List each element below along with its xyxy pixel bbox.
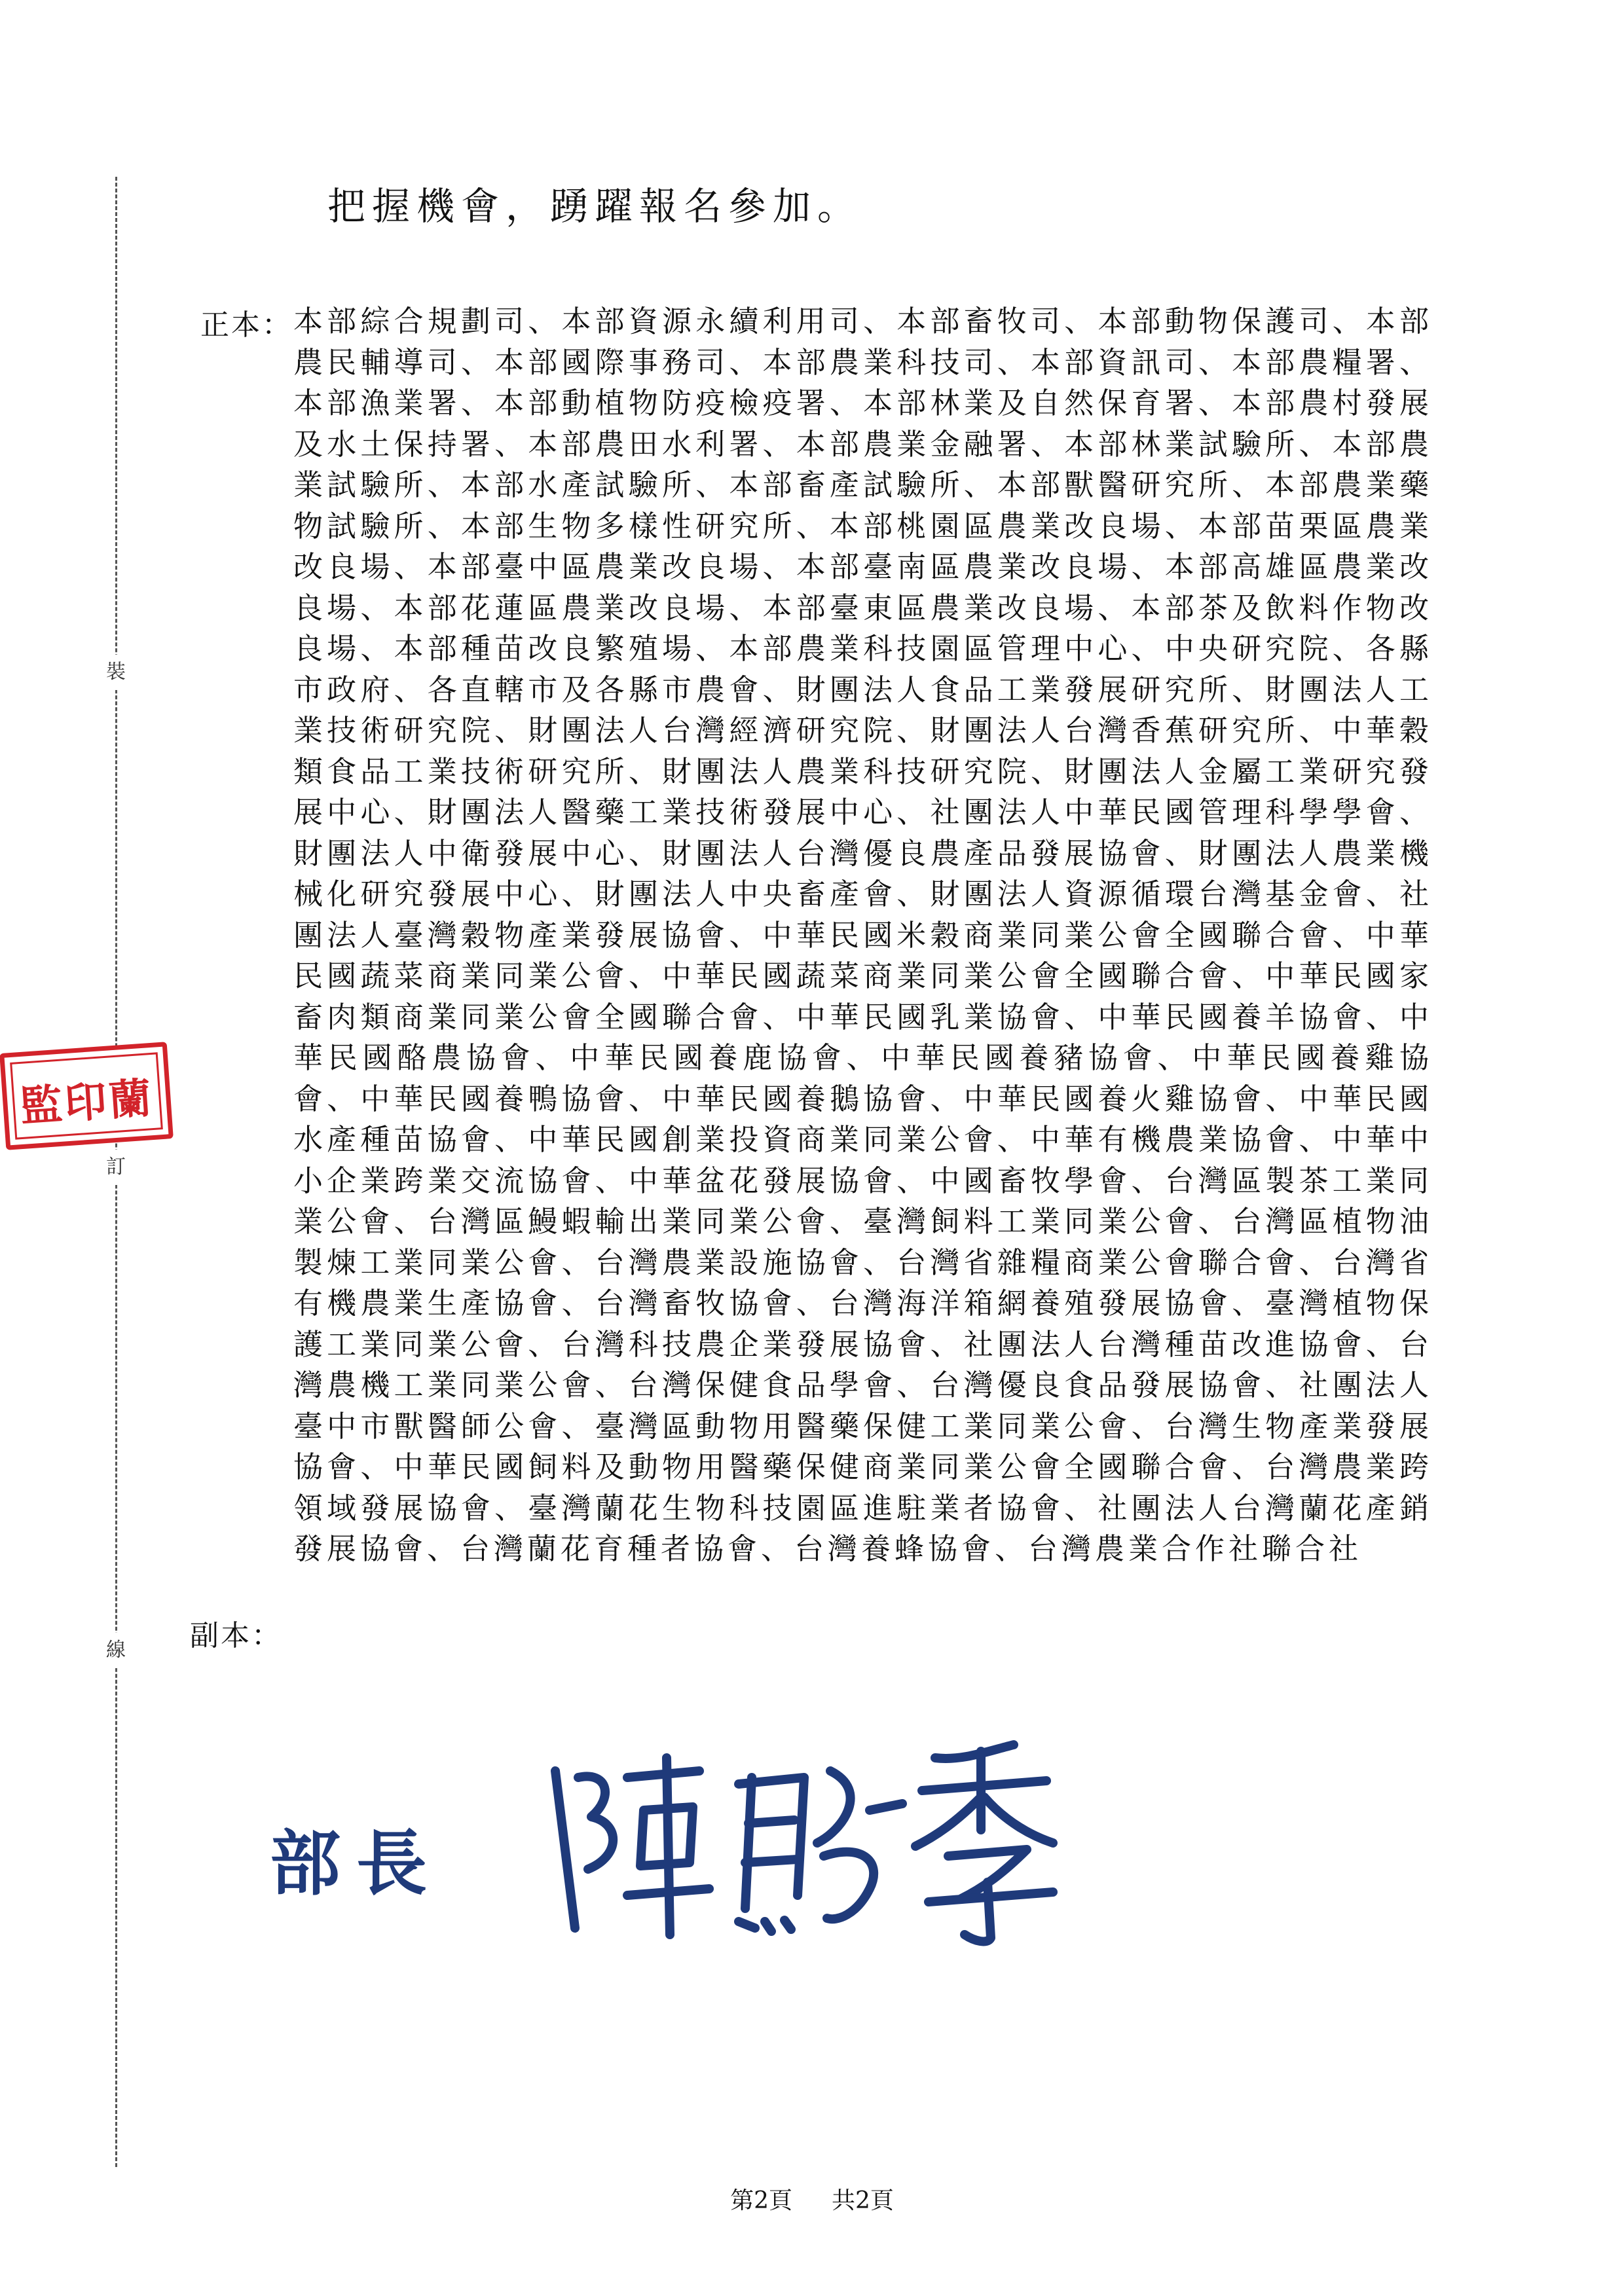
seal-text: 監印蘭 xyxy=(18,1073,156,1132)
page-number: 第2頁 xyxy=(730,2187,792,2214)
handwritten-signature xyxy=(529,1732,1066,1948)
binding-mark-ding: 訂 xyxy=(98,1150,134,1185)
official-seal-stamp xyxy=(0,1042,174,1150)
recipients-label: 正本： xyxy=(200,308,293,342)
recipients-list: 本部綜合規劃司、本部資源永續利用司、本部畜牧司、本部動物保護司、本部農民輔導司、本部國際事務司、本部農業科技司、本部資訊司、本部農糧署、本部漁業署、本部動植物防疫檢疫署、本部林業及自然保育署、本部農村發展及水土保持署、本部農田水利署、本部農業金融署、本部林業試驗所、本部農業試驗所、本部水產試驗所、本部畜產試驗所、本部獸醫研究所、本部農業藥物試驗所、本部生物多樣性研究所、本部桃園區農業改良場、本部苗栗區農業改良場、本部臺中區農業改良場、本部臺南區農業改良場、本部高雄區農業改良場、本部花蓮區農業改良場、本部臺東區農業改良場、本部茶及飲料作物改良場、本部種苗改良繁殖場、本部農業科技園區管理中心、中央研究院、各縣市政府、各直轄市及各縣市農會、財團法人食品工業發展研究所、財團法人工業技術研究院、財團法人台灣經濟研究院、財團法人台灣香蕉研究所、中華穀類食品工業技術研究所、財團法人農業科技研究院、財團法人金屬工業研究發展中心、財團法人醫藥工業技術發展中心、社團法人中華民國管理科學學會、財團法人中衛發展中心、財團法人台灣優良農產品發展協會、財團法人農業機械化研究發展中心、財團法人中央畜產會、財團法人資源循環台灣基金會、社團法人臺灣穀物產業發展協會、中華民國米穀商業同業公會全國聯合會、中華民國蔬菜商業同業公會、中華民國蔬菜商業同業公會全國聯合會、中華民國家畜肉類商業同業公會全國聯合會、中華民國乳業協會、中華民國養羊協會、中華民國酪農協會、中華民國養鹿協會、中華民國養豬協會、中華民國養雞協會、中華民國養鴨協會、中華民國養鵝協會、中華民國養火雞協會、中華民國水產種苗協會、中華民國創業投資商業同業公會、中華有機農業協會、中華中小企業跨業交流協會、中華盆花發展協會、中國畜牧學會、台灣區製茶工業同業公會、台灣區鰻蝦輸出業同業公會、臺灣飼料工業同業公會、台灣區植物油製煉工業同業公會、台灣農業設施協會、台灣省雜糧商業公會聯合會、台灣省有機農業生產協會、台灣畜牧協會、台灣海洋箱網養殖發展協會、臺灣植物保護工業同業公會、台灣科技農企業發展協會、社團法人台灣種苗改進協會、台灣農機工業同業公會、台灣保健食品學會、台灣優良食品發展協會、社團法人臺中市獸醫師公會、臺灣區動物用醫藥保健工業同業公會、台灣生物產業發展協會、中華民國飼料及動物用醫藥保健商業同業公會全國聯合會、台灣農業跨領域發展協會、臺灣蘭花生物科技園區進駐業者協會、社團法人台灣蘭花產銷發展協會、台灣蘭花育種者協會、台灣養蜂協會、台灣農業合作社聯合社 xyxy=(293,304,1433,1566)
binding-mark-zhuang: 裝 xyxy=(98,655,134,690)
closing-sentence: 把握機會，踴躍報名參加。 xyxy=(327,184,862,228)
binding-mark-xian: 線 xyxy=(98,1633,134,1668)
page-footer xyxy=(0,2182,1624,2215)
cc-label: 副本： xyxy=(190,1619,282,1652)
page-total: 共2頁 xyxy=(832,2187,894,2214)
minister-title: 部長 xyxy=(270,1823,443,1905)
